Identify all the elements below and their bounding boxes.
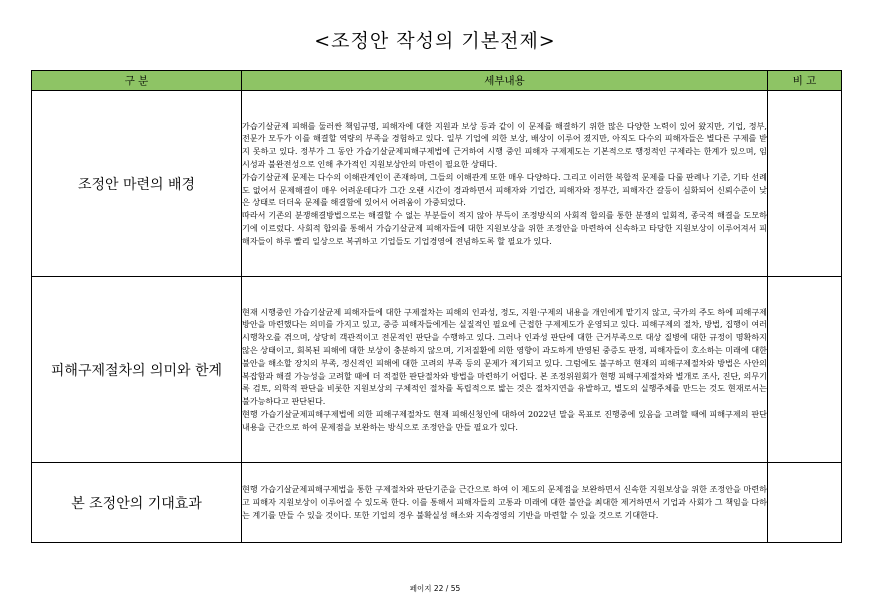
table-row: [32, 91, 842, 277]
header-note: 비 고: [768, 71, 842, 91]
paragraph: 현행 가습기살균제피해구제법을 통한 구제절차와 판단기준을 근간으로 하여 이 제도의 문제점을 보완하면서 신속한 지원보상을 위한 조정안을 마련하고 피해자 지원보상이 이루어질 수 있도록 한다. 이를 통해서 피해자들의 고통과 미래에 대한 불안을 최대한 제거하면서 기업과 사회가 그 책임을 다하는 계기를 만들 수 있을 것이다. 또한 기업의 경우 불확실성 해소와 지속경영의 기반을 마련할 수 있을 것으로 기대한다.: [242, 484, 767, 520]
row-details-background: [242, 91, 768, 277]
row-details-expected-effect: [242, 463, 768, 543]
table-row: [32, 463, 842, 543]
row-note-expected-effect: [768, 463, 842, 543]
row-label-relief-procedure: 피해구제절차의 의미와 한계: [32, 277, 242, 463]
paragraph: 현행 가습기살균제피해구제법에 의한 피해구제절차도 현재 피해신청인에 대하여 2022년 말을 목표로 진행중에 있음을 고려할 때에 피해구제의 판단내용을 근간으로 하여 문제점을 보완하는 방식으로 조정안을 만들 필요가 있다.: [242, 408, 767, 432]
paragraph: 가습기살균제 문제는 다수의 이해관계인이 존재하며, 그들의 이해관계 또한 매우 다양하다. 그리고 이러한 복합적 문제를 다룰 판례나 기준, 기타 선례도 없어서 문제해결이 매우 어려운데다가 그간 오랜 시간이 경과하면서 피해자와 기업간, 피해자와 정부간, 피해자간 갈등이 심화되어 신뢰수준이 낮은 상태로 더더욱 문제를 해결함에 있어서 어려움이 가중되었다.: [242, 171, 767, 208]
table-row: [32, 277, 842, 463]
header-details: 세부내용: [242, 71, 768, 91]
header-category: 구 분: [32, 71, 242, 91]
premise-table: [31, 70, 842, 543]
row-details-relief-procedure: [242, 277, 768, 463]
document-title: <조정안 작성의 기본전제>: [314, 30, 556, 52]
paragraph: 따라서 기존의 분쟁해결방법으로는 해결할 수 없는 부분들이 적지 않아 부득이 조정방식의 사회적 합의를 통한 분쟁의 일회적, 종국적 해결을 도모하기에 이르렀다. 사회적 합의를 통해서 가습기살균제 피해자들에 대한 지원보상을 위한 조정안을 마련하여 신속하고 타당한 지원보상이 이루어져서 피해자들이 하루 빨리 일상으로 복귀하고 기업들도 기업경영에 전념하도록 할 필요가 있다.: [242, 210, 767, 246]
table-header-row: [32, 71, 842, 91]
paragraph: 가습기살균제 피해를 둘러싼 책임규명, 피해자에 대한 지원과 보상 등과 같이 이 문제를 해결하기 위한 많은 다양한 노력이 있어 왔지만, 기업, 정부, 전문가 모두가 이를 해결할 역량의 부족을 경험하고 있다. 일부 기업에 의한 보상, 배상이 이루어 졌지만, 아직도 다수의 피해자들은 별다른 구제를 받지 못하고 있다. 정부가 그 동안 가습기살균제피해구제법에 근거하여 시행 중인 피해자 구제제도는 기본적으로 행정적인 구제라는 한계가 있으며, 임시성과 불완전성으로 인해 추가적인 지원보상안의 마련이 필요한 상태다.: [242, 120, 767, 169]
row-note-relief-procedure: [768, 277, 842, 463]
row-label-expected-effect: 본 조정안의 기대효과: [32, 463, 242, 543]
row-label-background: 조정안 마련의 배경: [32, 91, 242, 277]
page-number: 페이지 22 / 55: [409, 584, 461, 593]
row-note-background: [768, 91, 842, 277]
paragraph: 현재 시행중인 가습기살균제 피해자들에 대한 구제절차는 피해의 인과성, 정도, 지원·구제의 내용을 개인에게 맡기지 않고, 국가의 주도 하에 피해구제방안을 마련했다는 의미를 가지고 있고, 중증 피해자들에게는 실질적인 필요에 근접한 구제제도가 운영되고 있다. 피해구제의 절차, 방법, 집행이 여러 시행착오를 겪으며, 상당히 객관적이고 전문적인 판단을 수행하고 있다. 그러나 인과성 판단에 대한 근거부족으로 대상 질병에 대한 규정이 명확하지 않은 상태이고, 회복된 피해에 대한 보상이 충분하지 않으며, 기저질환에 의한 영향이 과도하게 반영된 중증도 판정, 피해자들이 호소하는 미래에 대한 불안을 해소할 장치의 부족, 정신적인 피해에 대한 고려의 부족 등의 문제가 제기되고 있다. 그럼에도 불구하고 현재의 피해구제절차와 방법은 사안의 복잡함과 해결 가능성을 고려할 때에 더 적절한 판단절차와 방법을 마련하기 어렵다. 본 조정위원회가 현행 피해구제절차와 별개로 조사, 진단, 의무기록 검토, 의학적 판단을 비롯한 지원보상의 구체적인 절차를 독립적으로 밟는 것은 절차지연을 유발하고, 별도의 실행주체를 만드는 것도 현재로서는 불가능하다고 판단된다.: [242, 306, 767, 407]
